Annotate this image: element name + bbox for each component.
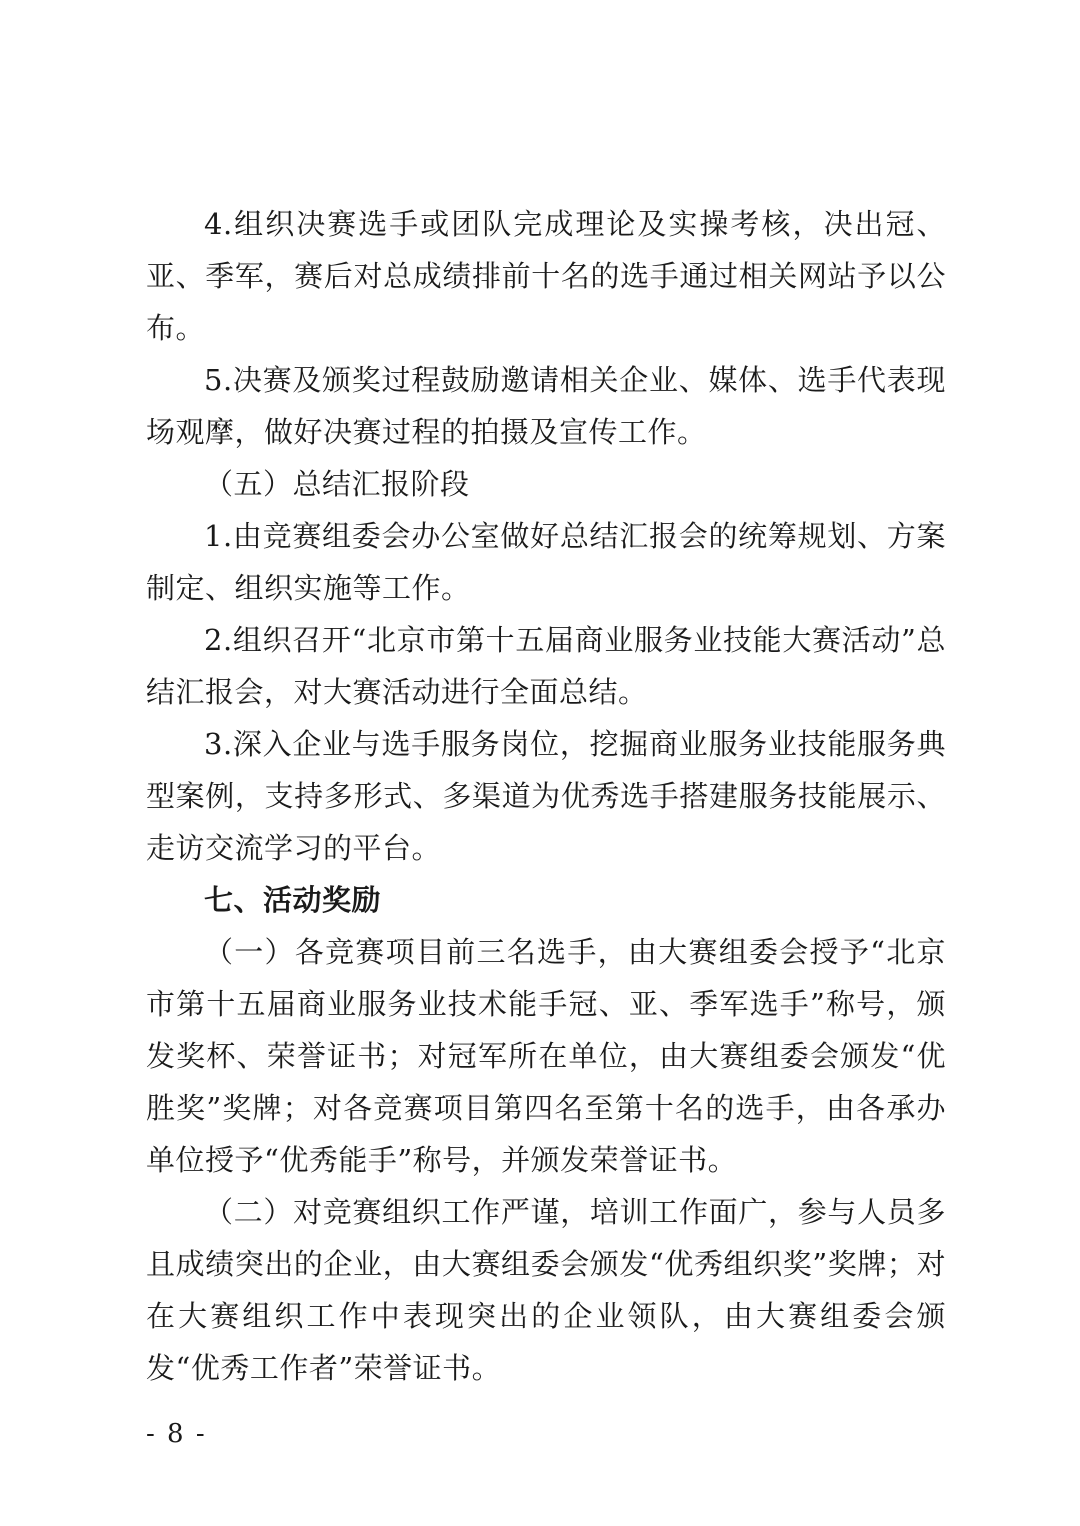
paragraph-summary-planning: 1.由竞赛组委会办公室做好总结汇报会的统筹规划、方案制定、组织实施等工作。: [146, 519, 946, 605]
paragraph-final-observation: 5.决赛及颁奖过程鼓励邀请相关企业、媒体、选手代表现场观摩，做好决赛过程的拍摄及宣传工作。: [146, 363, 946, 449]
paragraph-award-organization: （二）对竞赛组织工作严谨，培训工作面广，参与人员多且成绩突出的企业，由大赛组委会颁发“优秀组织奖”奖牌；对在大赛组织工作中表现突出的企业领队，由大赛组委会颁发“优秀工作者”荣誉证书。: [146, 1195, 946, 1385]
paragraph-typical-cases: 3.深入企业与选手服务岗位，挖掘商业服务业技能服务典型案例，支持多形式、多渠道为优秀选手搭建服务技能展示、走访交流学习的平台。: [146, 727, 946, 865]
section-heading-summary-stage: （五）总结汇报阶段: [204, 467, 470, 501]
paragraph-award-top-three: （一）各竞赛项目前三名选手，由大赛组委会授予“北京市第十五届商业服务业技术能手冠、亚、季军选手”称号，颁发奖杯、荣誉证书；对冠军所在单位，由大赛组委会颁发“优胜奖”奖牌；对各竞赛项目第四名至第十名的选手，由各承办单位授予“优秀能手”称号，并颁发荣誉证书。: [146, 935, 946, 1177]
document-body: [146, 198, 946, 1394]
paragraph-final-assessment: 4.组织决赛选手或团队完成理论及实操考核，决出冠、亚、季军，赛后对总成绩排前十名的选手通过相关网站予以公布。: [146, 207, 946, 345]
page-number: - 8 -: [146, 1419, 207, 1449]
section-heading-awards: 七、活动奖励: [204, 883, 382, 917]
paragraph-summary-meeting: 2.组织召开“北京市第十五届商业服务业技能大赛活动”总结汇报会，对大赛活动进行全面总结。: [146, 623, 946, 709]
